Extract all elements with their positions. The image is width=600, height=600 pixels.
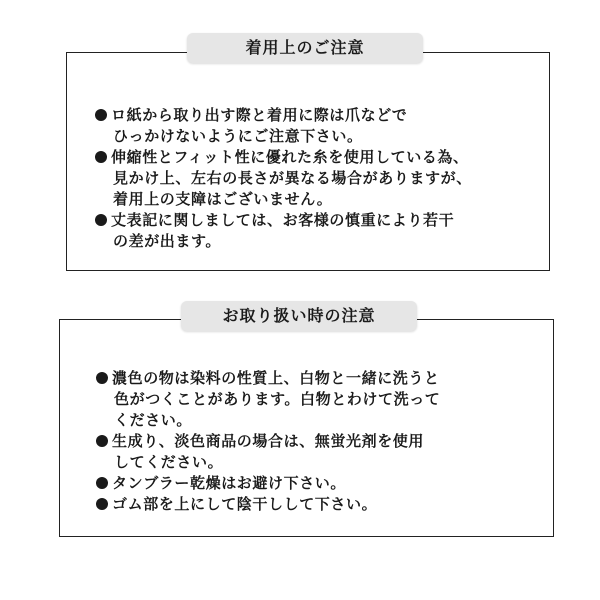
- bullet-icon: [95, 214, 107, 226]
- bullet-icon: [95, 109, 107, 121]
- handling-notice-title: お取り扱い時の注意: [181, 301, 417, 331]
- list-item-continuation: してください。: [114, 453, 224, 471]
- list-item-continuation: ください。: [114, 411, 193, 429]
- list-item: ロ紙から取り出す際と着用に際は爪などで: [95, 105, 549, 126]
- bullet-icon: [95, 151, 107, 163]
- wearing-notice-title: 着用上のご注意: [187, 33, 423, 63]
- bullet-icon: [96, 498, 108, 510]
- bullet-icon: [96, 435, 108, 447]
- bullet-icon: [96, 477, 108, 489]
- wearing-notice-box: [66, 52, 550, 271]
- list-item-continuation: 着用上の支障はございません。: [113, 190, 333, 208]
- handling-notice-box: [59, 319, 554, 537]
- list-item: 伸縮性とフィット性に優れた糸を使用している為、: [95, 147, 549, 168]
- list-item: 濃色の物は染料の性質上、白物と一緒に洗うと: [96, 368, 553, 389]
- list-item-continuation: ひっかけないようにご注意下さい。: [113, 127, 363, 145]
- list-item-continuation: の差が出ます。: [113, 232, 222, 250]
- list-item: ゴム部を上にして陰干しして下さい。: [96, 494, 553, 515]
- list-item-continuation: 色がつくことがあります。白物とわけて洗って: [114, 390, 441, 408]
- handling-notice-list: [96, 368, 553, 515]
- list-item: タンブラー乾燥はお避け下さい。: [96, 473, 553, 494]
- list-item: 丈表記に関しましては、お客様の慎重により若干: [95, 210, 549, 231]
- list-item-continuation: 見かけ上、左右の長さが異なる場合がありますが、: [113, 169, 472, 187]
- list-item: 生成り、淡色商品の場合は、無蛍光剤を使用: [96, 431, 553, 452]
- wearing-notice-list: [95, 105, 549, 252]
- bullet-icon: [96, 372, 108, 384]
